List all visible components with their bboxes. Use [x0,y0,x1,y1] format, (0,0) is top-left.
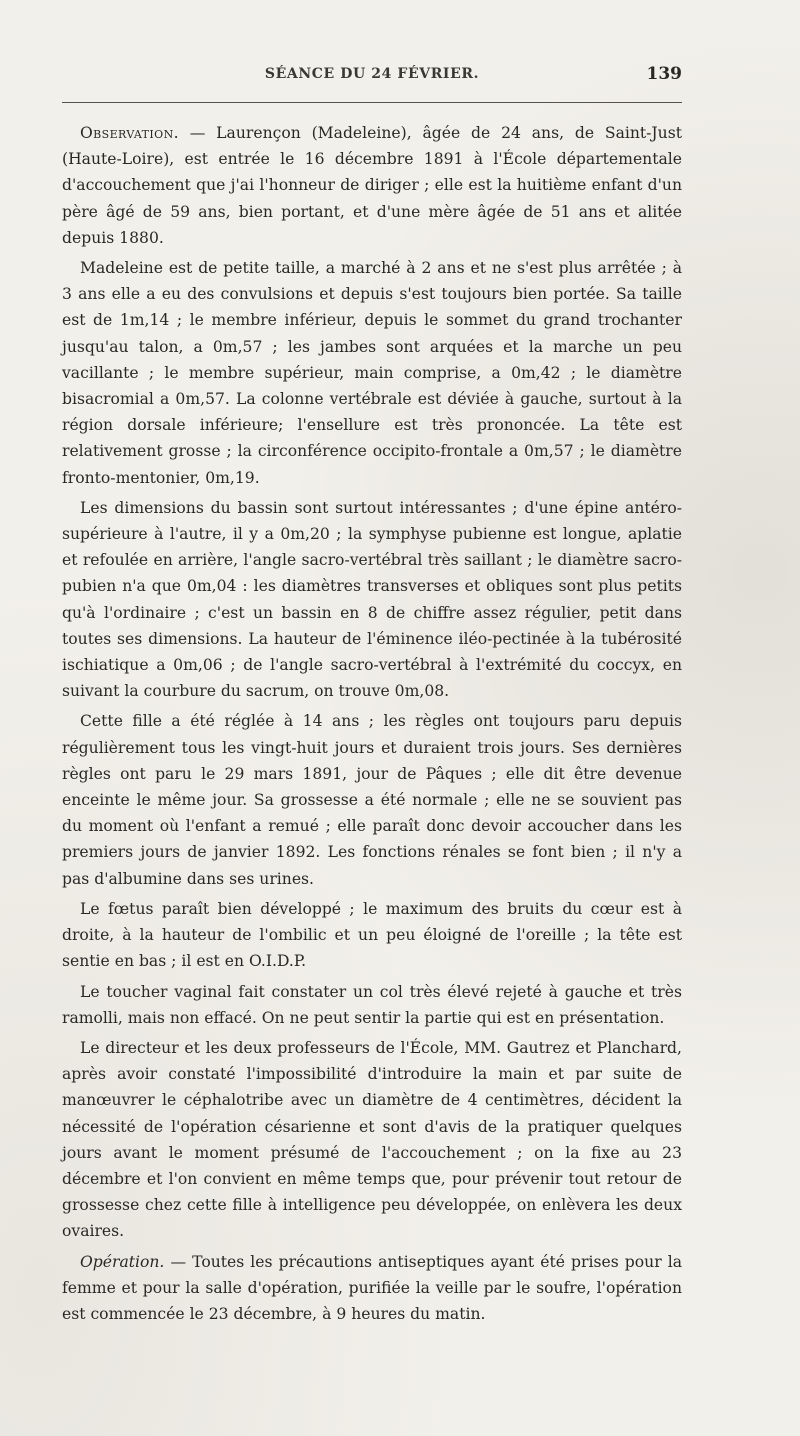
paragraph-text: — Toutes les précautions antiseptiques ayant été prises pour la femme et pour la salle d'opération, purifiée la veille par le soufre, l'opération est commencée le 23 décembre, à 9 heures du matin. [62,1252,682,1323]
paragraph-menses [62,708,682,891]
paragraph-observation [62,120,682,251]
paragraph-exam [62,979,682,1031]
paragraph-text: Le toucher vaginal fait constater un col très élevé rejeté à gauche et très ramolli, mais non effacé. On ne peut sentir la partie qui est en présentation. [62,982,682,1027]
paragraph-pelvis [62,495,682,705]
page-number: 139 [646,64,682,84]
paragraph-text: Le directeur et les deux professeurs de l'École, MM. Gautrez et Planchard, après avoir constaté l'impossibilité d'introduire la main et par suite de manœuvrer le céphalotribe avec un diamètre de 4 centimètres, décident la nécessité de l'opération césarienne et sont d'avis de la pratiquer quelques jours avant le moment présumé de l'accouchement ; on la fixe au 23 décembre et l'on convient en même temps que, pour prévenir tout retour de grossesse chez cette fille à intelligence peu développée, on enlèvera les deux ovaires. [62,1038,682,1241]
page-header [62,64,682,90]
body-text [62,120,682,1331]
header-rule [62,102,682,103]
paragraph-dimensions-body [62,255,682,491]
paragraph-text: Cette fille a été réglée à 14 ans ; les règles ont toujours paru depuis régulièrement tous les vingt-huit jours et duraient trois jours. Ses dernières règles ont paru le 29 mars 1891, jour de Pâques ; elle dit être devenue enceinte le même jour. Sa grossesse a été normale ; elle ne se souvient pas du moment où l'enfant a remué ; elle paraît donc devoir accoucher dans les premiers jours de janvier 1892. Les fonctions rénales se font bien ; il n'y a pas d'albumine dans ses urines. [62,712,682,888]
operation-lead: Opération. [80,1252,165,1271]
paragraph-operation [62,1249,682,1328]
paragraph-fetus [62,896,682,975]
paragraph-text: Les dimensions du bassin sont surtout intéressantes ; d'une épine antéro-supérieure à l'autre, il y a 0m,20 ; la symphyse pubienne est longue, aplatie et refoulée en arrière, l'angle sacro-vertébral très saillant ; le diamètre sacro-pubien n'a que 0m,04 : les diamètres transverses et obliques sont plus petits qu'à l'ordinaire ; c'est un bassin en 8 de chiffre assez régulier, petit dans toutes ses dimensions. La hauteur de l'éminence iléo-pectinée à la tubérosité ischiatique a 0m,06 ; de l'angle sacro-vertébral à l'extrémité du coccyx, en suivant la courbure du sacrum, on trouve 0m,08. [62,498,682,701]
paragraph-text: Le fœtus paraît bien développé ; le maximum des bruits du cœur est à droite, à la hauteur de l'ombilic et un peu éloigné de l'oreille ; la tête est sentie en bas ; il est en O.I.D.P. [62,899,682,971]
paragraph-text: Madeleine est de petite taille, a marché à 2 ans et ne s'est plus arrêtée ; à 3 ans elle a eu des convulsions et depuis s'est toujours bien portée. Sa taille est de 1m,14 ; le membre inférieur, depuis le sommet du grand trochanter jusqu'au talon, a 0m,57 ; les jambes sont arquées et la marche un peu vacillante ; le membre supérieur, main comprise, a 0m,42 ; le diamètre bisacromial a 0m,57. La colonne vertébrale est déviée à gauche, surtout à la région dorsale inférieure; l'ensellure est très prononcée. La tête est relativement grosse ; la circonférence occipito-frontale a 0m,57 ; le diamètre fronto-mentonier, 0m,19. [62,259,682,487]
paragraph-decision [62,1035,682,1245]
paragraph-text: — Laurençon (Madeleine), âgée de 24 ans, de Saint-Just (Haute-Loire), est entrée le 16 décembre 1891 à l'École départementale d'accouchement que j'ai l'honneur de diriger ; elle est la huitième enfant d'un père âgé de 59 ans, bien portant, et d'une mère âgée de 51 ans et alitée depuis 1880. [62,124,682,247]
running-title: SÉANCE DU 24 FÉVRIER. [264,66,480,82]
observation-lead: Observation. [80,124,179,142]
